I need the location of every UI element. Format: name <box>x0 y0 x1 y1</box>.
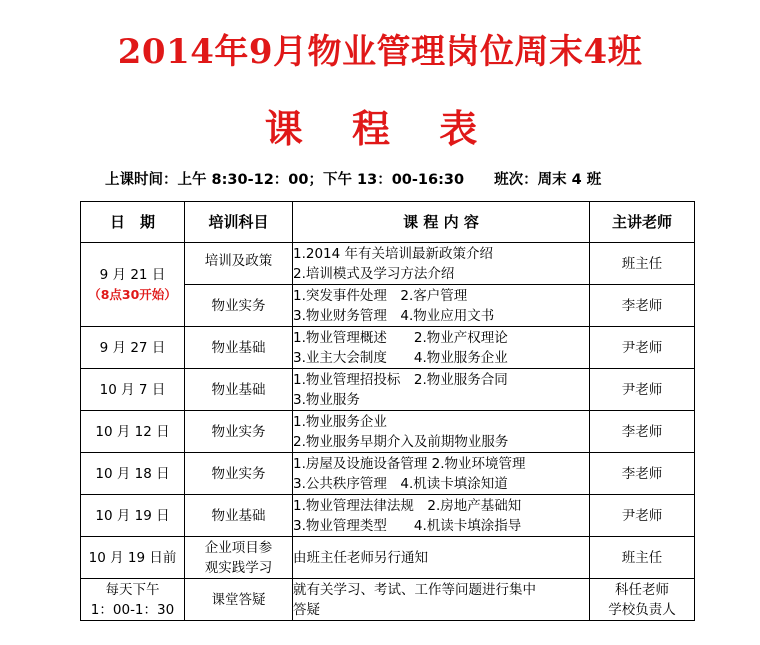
start-time-note: （8点30开始） <box>88 286 177 302</box>
date-cell <box>81 243 185 327</box>
schedule-title: 2014年9月物业管理岗位周末4班 <box>117 32 643 72</box>
table-row <box>81 411 695 453</box>
teacher-cell: 李老师 <box>590 411 695 453</box>
header-date: 日 期 <box>81 202 185 243</box>
date-cell: 10 月 7 日 <box>81 369 185 411</box>
date-line: 1：00-1：30 <box>90 601 175 618</box>
class-info <box>105 168 601 189</box>
content-line: 3.业主大会制度 4.物业服务企业 <box>293 349 508 366</box>
teacher-line: 学校负责人 <box>608 601 676 618</box>
table-row <box>81 579 695 621</box>
content-line: 1.物业服务企业 <box>293 413 387 430</box>
teacher-cell: 班主任 <box>590 243 695 285</box>
header-subject: 培训科目 <box>185 202 293 243</box>
subject-line: 观实践学习 <box>204 559 273 576</box>
content-cell <box>293 411 590 453</box>
content-cell <box>293 327 590 369</box>
subject-cell: 物业实务 <box>185 411 293 453</box>
content-line: 3.公共秩序管理 4.机读卡填涂知道 <box>293 475 508 492</box>
date-line: 每天下午 <box>105 581 160 598</box>
date-cell: 10 月 12 日 <box>81 411 185 453</box>
content-line: 1.房屋及设施设备管理 2.物业环境管理 <box>293 455 526 472</box>
content-line: 1.物业管理概述 2.物业产权理论 <box>293 329 508 346</box>
content-cell <box>293 579 590 621</box>
class-name: 班次：周末 4 班 <box>494 172 602 188</box>
content-line: 就有关学习、考试、工作等问题进行集中 <box>293 581 536 598</box>
teacher-cell: 尹老师 <box>590 495 695 537</box>
content-line: 2.培训模式及学习方法介绍 <box>293 265 455 282</box>
date-cell: 9 月 27 日 <box>81 327 185 369</box>
teacher-cell <box>590 579 695 621</box>
date-cell: 10 月 18 日 <box>81 453 185 495</box>
content-cell <box>293 285 590 327</box>
table-row <box>81 327 695 369</box>
table-header-row <box>81 202 695 243</box>
subject-cell: 物业基础 <box>185 369 293 411</box>
subject-cell <box>185 537 293 579</box>
schedule-subtitle: 课 程 表 <box>264 106 496 151</box>
teacher-cell: 班主任 <box>590 537 695 579</box>
date-cell: 10 月 19 日 <box>81 495 185 537</box>
content-cell <box>293 243 590 285</box>
header-teacher: 主讲老师 <box>590 202 695 243</box>
table-row <box>81 243 695 285</box>
subject-cell: 物业实务 <box>185 285 293 327</box>
content-line: 2.物业服务早期介入及前期物业服务 <box>293 433 509 450</box>
content-cell <box>293 495 590 537</box>
date-cell <box>81 579 185 621</box>
teacher-cell: 尹老师 <box>590 369 695 411</box>
header-content: 课 程 内 容 <box>293 202 590 243</box>
subject-cell: 物业基础 <box>185 327 293 369</box>
content-line: 3.物业财务管理 4.物业应用文书 <box>293 307 495 324</box>
date-cell: 10 月 19 日前 <box>81 537 185 579</box>
teacher-cell: 李老师 <box>590 453 695 495</box>
content-cell <box>293 369 590 411</box>
content-line: 1.2014 年有关培训最新政策介绍 <box>293 245 494 262</box>
content-cell <box>293 453 590 495</box>
table-row <box>81 453 695 495</box>
content-line: 1.物业管理招投标 2.物业服务合同 <box>293 371 508 388</box>
table-row <box>81 537 695 579</box>
content-line: 1.物业管理法律法规 2.房地产基础知 <box>293 497 522 514</box>
subject-line: 企业项目参 <box>204 539 273 556</box>
date-text: 9 月 21 日 <box>99 266 166 283</box>
content-line: 1.突发事件处理 2.客户管理 <box>293 287 468 304</box>
class-time: 上课时间：上午 8:30-12：00；下午 13：00-16:30 <box>105 172 465 188</box>
teacher-cell: 尹老师 <box>590 327 695 369</box>
subject-cell: 课堂答疑 <box>185 579 293 621</box>
subject-cell: 物业基础 <box>185 495 293 537</box>
content-line: 3.物业管理类型 4.机读卡填涂指导 <box>293 517 522 534</box>
content-line: 答疑 <box>293 601 320 618</box>
subject-cell: 物业实务 <box>185 453 293 495</box>
table-row <box>81 369 695 411</box>
teacher-cell: 李老师 <box>590 285 695 327</box>
teacher-line: 科任老师 <box>615 581 669 598</box>
schedule-table <box>80 201 695 621</box>
content-cell: 由班主任老师另行通知 <box>293 537 590 579</box>
content-line: 3.物业服务 <box>293 391 360 408</box>
subject-cell: 培训及政策 <box>185 243 293 285</box>
table-row <box>81 495 695 537</box>
